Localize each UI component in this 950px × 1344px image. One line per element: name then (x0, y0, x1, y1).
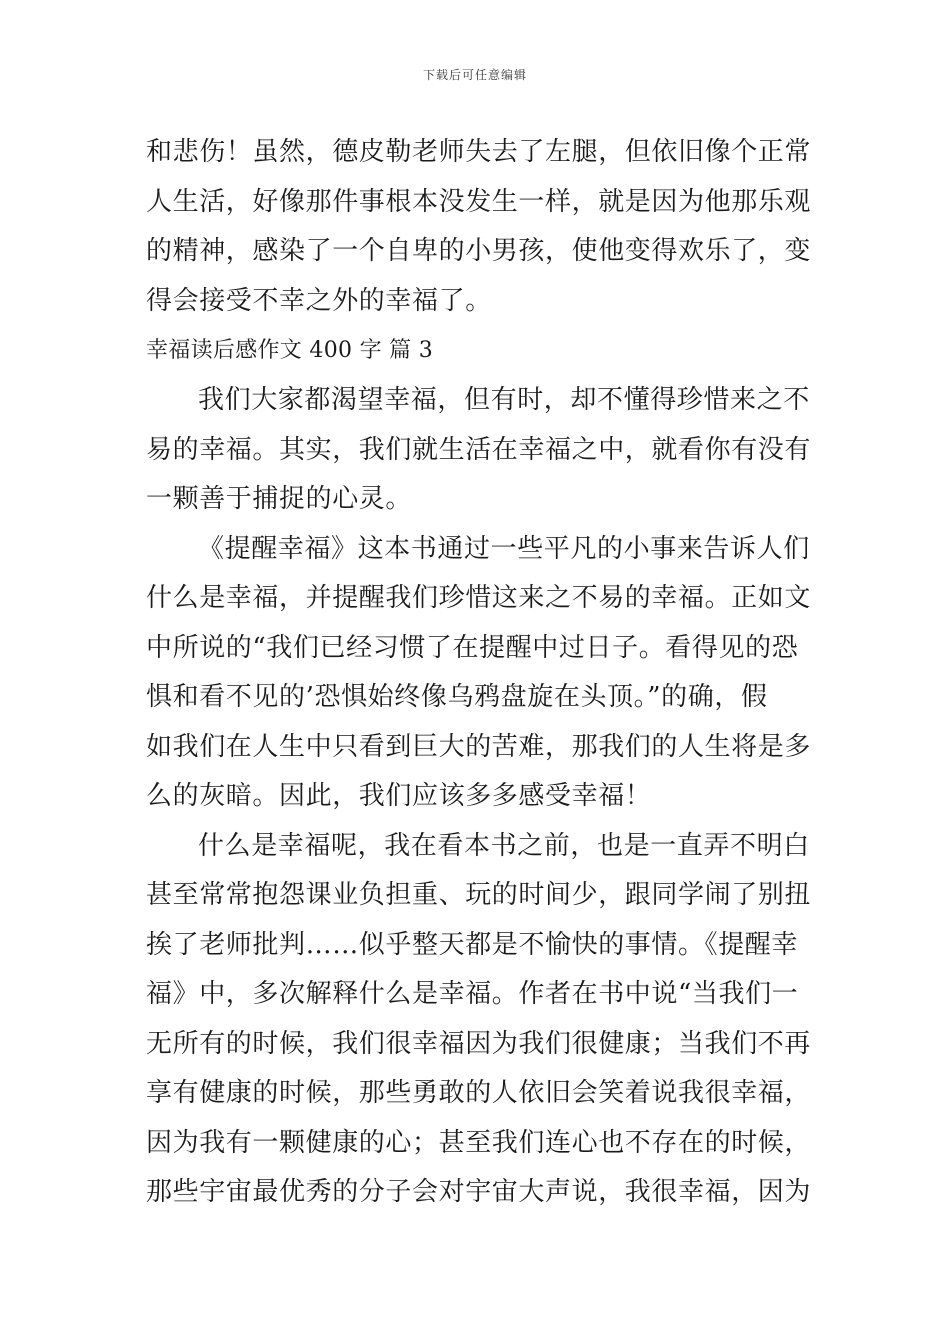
text-line: 一颗善于捕捉的心灵。 (146, 484, 413, 514)
text-line: 甚至常常抱怨课业负担重、玩的时间少，跟同学闹了别扭 (146, 880, 812, 910)
document-body (146, 128, 818, 1218)
text-line: 无所有的时候，我们很幸福因为我们很健康；当我们不再 (146, 1028, 812, 1059)
text-line: 享有健康的时候，那些勇敢的人依旧会笑着说我很幸福， (146, 1078, 812, 1108)
text-line: 《提醒幸福》这本书通过一些平凡的小事来告诉人们 (198, 533, 810, 564)
text-line: 福》中，多次解释什么是幸福。作者在书中说“当我们一 (146, 979, 799, 1009)
text-line: 那些宇宙最优秀的分子会对宇宙大声说，我很幸福，因为 (146, 1177, 812, 1207)
section-heading: 幸福读后感作文 400 字 篇 3 (146, 338, 434, 363)
text-line: 什么是幸福呢，我在看本书之前，也是一直弄不明白 (198, 830, 810, 861)
text-line: 得会接受不幸之外的幸福了。 (146, 285, 492, 316)
text-line: 什么是幸福，并提醒我们珍惜这来之不易的幸福。正如文 (146, 583, 812, 613)
text-line: 人生活，好像那件事根本没发生一样，就是因为他那乐观 (146, 186, 812, 217)
text-line: 挨了老师批判……似乎整天都是不愉快的事情。《提醒幸 (146, 929, 799, 960)
text-line: 的精神，感染了一个自卑的小男孩，使他变得欢乐了，变 (146, 236, 812, 266)
text-line: 因为我有一颗健康的心；甚至我们连心也不存在的时候， (146, 1127, 812, 1158)
text-line: 我们大家都渴望幸福，但有时，却不懂得珍惜来之不 (198, 385, 810, 415)
text-line: 么的灰暗。因此，我们应该多多感受幸福！ (146, 781, 652, 811)
text-line: 中所说的“我们已经习惯了在提醒中过日子。看得见的恐 (146, 632, 799, 663)
text-line: 如我们在人生中只看到巨大的苦难，那我们的人生将是多 (146, 731, 812, 762)
text-line: 和悲伤！虽然，德皮勒老师失去了左腿，但依旧像个正常 (146, 137, 812, 167)
page-header: 下载后可任意编辑 (422, 68, 527, 82)
text-line: 易的幸福。其实，我们就生活在幸福之中，就看你有没有 (146, 434, 812, 465)
text-line: 惧和看不见的’恐惧始终像乌鸦盘旋在头顶。”的确，假 (146, 682, 768, 712)
